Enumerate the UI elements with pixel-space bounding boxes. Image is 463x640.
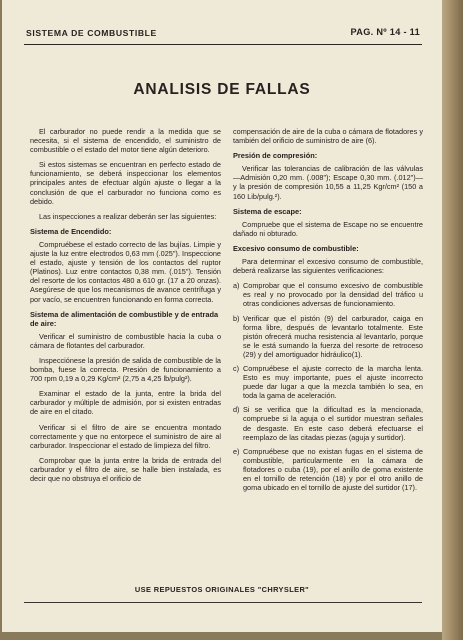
right-column xyxy=(233,127,423,497)
list-marker: d) xyxy=(233,405,240,415)
page-footer: USE REPUESTOS ORIGINALES "CHRYSLER" xyxy=(134,585,310,594)
paragraph: Para determinar el excesivo consumo de combustible, deberá realizarse las siguientes verificaciones: xyxy=(233,257,423,276)
paragraph: Verificar las tolerancias de calibración de las válvulas —Admisión 0,20 mm. (.008"); Escape 0,30 mm. (.012")— y la presión de compresión 10,55 a 11,25 Kgr/cm² (150 a 160 Lib/pulg.²). xyxy=(233,164,423,201)
binder-edge xyxy=(442,0,463,640)
list-item xyxy=(233,314,423,359)
list-text: Si se verifica que la dificultad es la mencionada, compruebe si la aguja o el surtidor muestran señales de desgaste. En este caso deberá efectuarse el reemplazo de las citadas piezas (aguja y surtidor). xyxy=(243,405,423,442)
left-column xyxy=(30,127,221,489)
list-marker: b) xyxy=(233,313,240,323)
list-marker: e) xyxy=(233,446,240,456)
list-text: Verificar que el pistón (9) del carburador, caiga en forma libre, después de levantarlo totalmente. Este pistón ofrecerá mucha resistencia al levantarlo, porque se le está sumando la fuerza del resorte de retroceso (29) y del amortiguador hidráulico(1). xyxy=(243,313,423,359)
paragraph: Las inspecciones a realizar deberán ser las siguientes: xyxy=(39,211,217,221)
page-title: ANALISIS DE FALLAS xyxy=(133,81,311,98)
paragraph: Verificar si el filtro de aire se encuentra montado correctamente y que no entorpece el suministro de aire al carburador. Inspeccionar el estado de limpieza del filtro. xyxy=(30,422,221,450)
paragraph: compensación de aire de la cuba o cámara de flotadores y también del orificio de suministro de aire (6). xyxy=(233,127,423,146)
list-text: Compruébese el ajuste correcto de la marcha lenta. Esto es muy importante, pues el ajuste incorrecto puede dar lugar a que la mezcla también lo sea, en toda la gama de aceleración. xyxy=(243,363,423,401)
list-item xyxy=(233,447,423,492)
list-marker: c) xyxy=(233,363,240,373)
list-item xyxy=(233,281,423,308)
list-text: Comprobar que el consumo excesivo de combustible es real y no provocado por la densidad del tráfico u otras condiciones adversas de funcionamiento. xyxy=(243,281,423,309)
manual-page xyxy=(2,0,442,632)
list-item xyxy=(233,364,423,400)
section-header: SISTEMA DE COMBUSTIBLE xyxy=(26,28,157,38)
heading-compresion: Presión de compresión: xyxy=(233,151,318,161)
paragraph: Comprobar que la junta entre la brida de entrada del carburador y el filtro de aire, se halle bien instalada, es decir que no obstruya el orificio de xyxy=(30,455,221,483)
paragraph: El carburador no puede rendir a la medida que se necesita, si el sistema de encendido, el suministro de combustible o el estado del motor tiene algún deterioro. xyxy=(30,127,221,155)
paragraph: Examinar el estado de la junta, entre la brida del carburador y múltiple de admisión, por si existen entradas de aire en el citado. xyxy=(30,389,221,417)
page-number: PAG. Nº 14 - 11 xyxy=(350,27,420,37)
heading-exceso: Excesivo consumo de combustible: xyxy=(233,243,359,253)
list-marker: a) xyxy=(233,281,240,291)
heading-escape: Sistema de escape: xyxy=(233,206,302,216)
heading-encendido: Sistema de Encendido: xyxy=(30,226,112,236)
header-divider xyxy=(24,44,422,45)
paragraph: Compruébese el estado correcto de las bujías. Limpie y ajuste la luz entre electrodos 0,63 mm (.025"). Inspeccione el estado, ajuste y tensión de los contactos del ruptor (Platinos). Luz entre contactos 0,38 mm. (.015"). Tensión del resorte de los contactos 480 a 610 gr. (17 a 20 onzas). Asegúrese de que los mecanismos de avance centrífuga y por vacío, se encuentren funcionando en forma correcta. xyxy=(30,239,221,304)
paragraph: Inspecciónese la presión de salida de combustible de la bomba, fuese la correcta. Presión de funcionamiento a 700 rpm 0,19 a 0,29 Kg/cm² (2,75 a 4,25 lb/pulg²). xyxy=(30,355,221,384)
list-text: Compruébese que no existan fugas en el sistema de combustible, particularmente en la cámara de flotadores o cuba (19), por el anillo de goma existente en el tornillo de retención (18) y por el otro anillo de goma ubicado en el tornillo de ajuste del surtidor (17). xyxy=(243,446,423,493)
list-item xyxy=(233,405,423,441)
footer-divider xyxy=(24,602,422,603)
paragraph: Si estos sistemas se encuentran en perfecto estado de funcionamiento, se deberá inspeccionar los elementos principales antes de efectuar algún ajuste o llegar a la conclusión de que el carburador no funciona como es debido. xyxy=(30,160,221,206)
paragraph: Verificar el suministro de combustible hacia la cuba o cámara de flotantes del carburador. xyxy=(30,331,221,350)
paragraph: Compruebe que el sistema de Escape no se encuentre dañado ni obturado. xyxy=(233,219,423,238)
heading-alimentacion: Sistema de alimentación de combustible y de entrada de aire: xyxy=(30,309,219,328)
